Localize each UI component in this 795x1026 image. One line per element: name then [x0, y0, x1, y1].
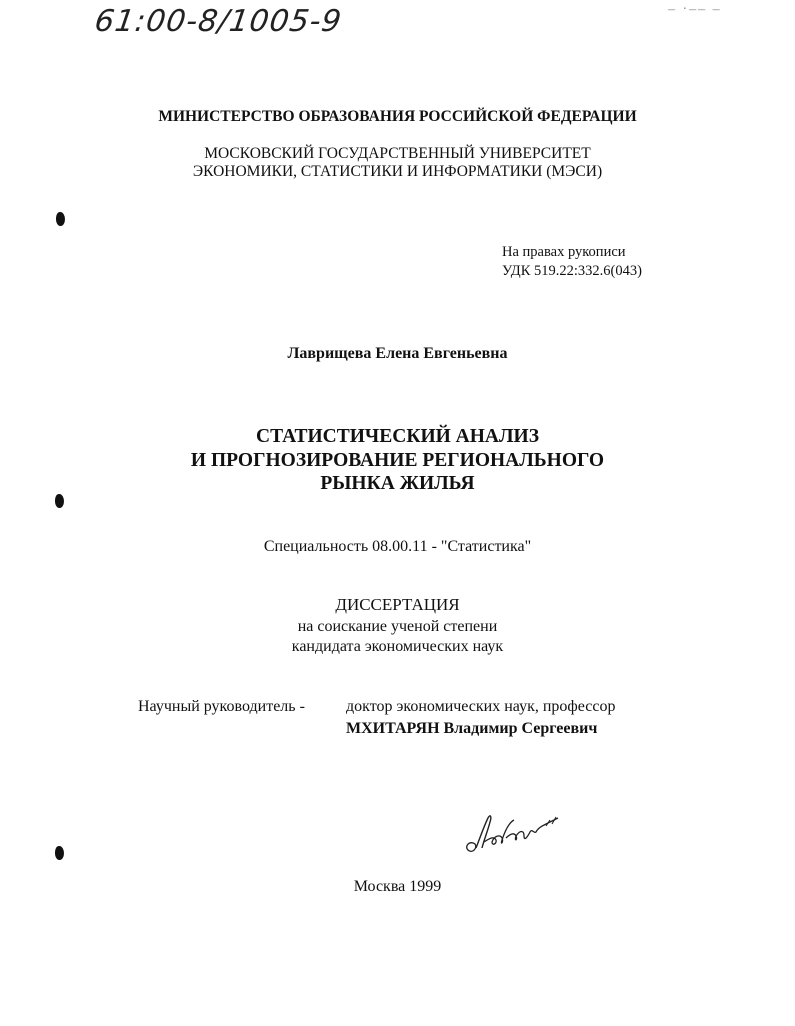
udc-code: УДК 519.22:332.6(043)	[502, 263, 642, 279]
thesis-title-line-3: РЫНКА ЖИЛЬЯ	[320, 473, 475, 494]
supervisor-name: МХИТАРЯН Владимир Сергеевич	[346, 720, 598, 737]
supervisor-degree: доктор экономических наук, профессор	[346, 698, 616, 715]
dissertation-heading: ДИССЕРТАЦИЯ	[335, 595, 460, 614]
dissertation-degree-line-1: на соискание ученой степени	[297, 618, 498, 635]
author-signature	[462, 808, 562, 860]
scan-marks: – ·–– –	[668, 2, 722, 17]
archive-code: 61:00-8/1005-9	[92, 4, 345, 39]
punch-hole-top	[56, 212, 65, 226]
punch-hole-middle	[55, 494, 64, 508]
university-line-2: ЭКОНОМИКИ, СТАТИСТИКИ И ИНФОРМАТИКИ (МЭСИ)	[192, 163, 603, 180]
specialty: Специальность 08.00.11 - "Статистика"	[263, 538, 532, 555]
thesis-title-line-2: И ПРОГНОЗИРОВАНИЕ РЕГИОНАЛЬНОГО	[190, 450, 605, 471]
manuscript-rights: На правах рукописи	[502, 244, 626, 260]
university-line-1: МОСКОВСКИЙ ГОСУДАРСТВЕННЫЙ УНИВЕРСИТЕТ	[204, 145, 591, 162]
punch-hole-bottom	[55, 846, 64, 860]
thesis-title-line-1: СТАТИСТИЧЕСКИЙ АНАЛИЗ	[256, 426, 539, 447]
city-year: Москва 1999	[353, 878, 442, 895]
supervisor-label: Научный руководитель -	[138, 698, 305, 715]
author-name: Лаврищева Елена Евгеньевна	[287, 345, 508, 362]
ministry-heading: МИНИСТЕРСТВО ОБРАЗОВАНИЯ РОССИЙСКОЙ ФЕДЕРАЦИИ	[158, 108, 637, 125]
dissertation-degree-line-2: кандидата экономических наук	[291, 638, 504, 655]
